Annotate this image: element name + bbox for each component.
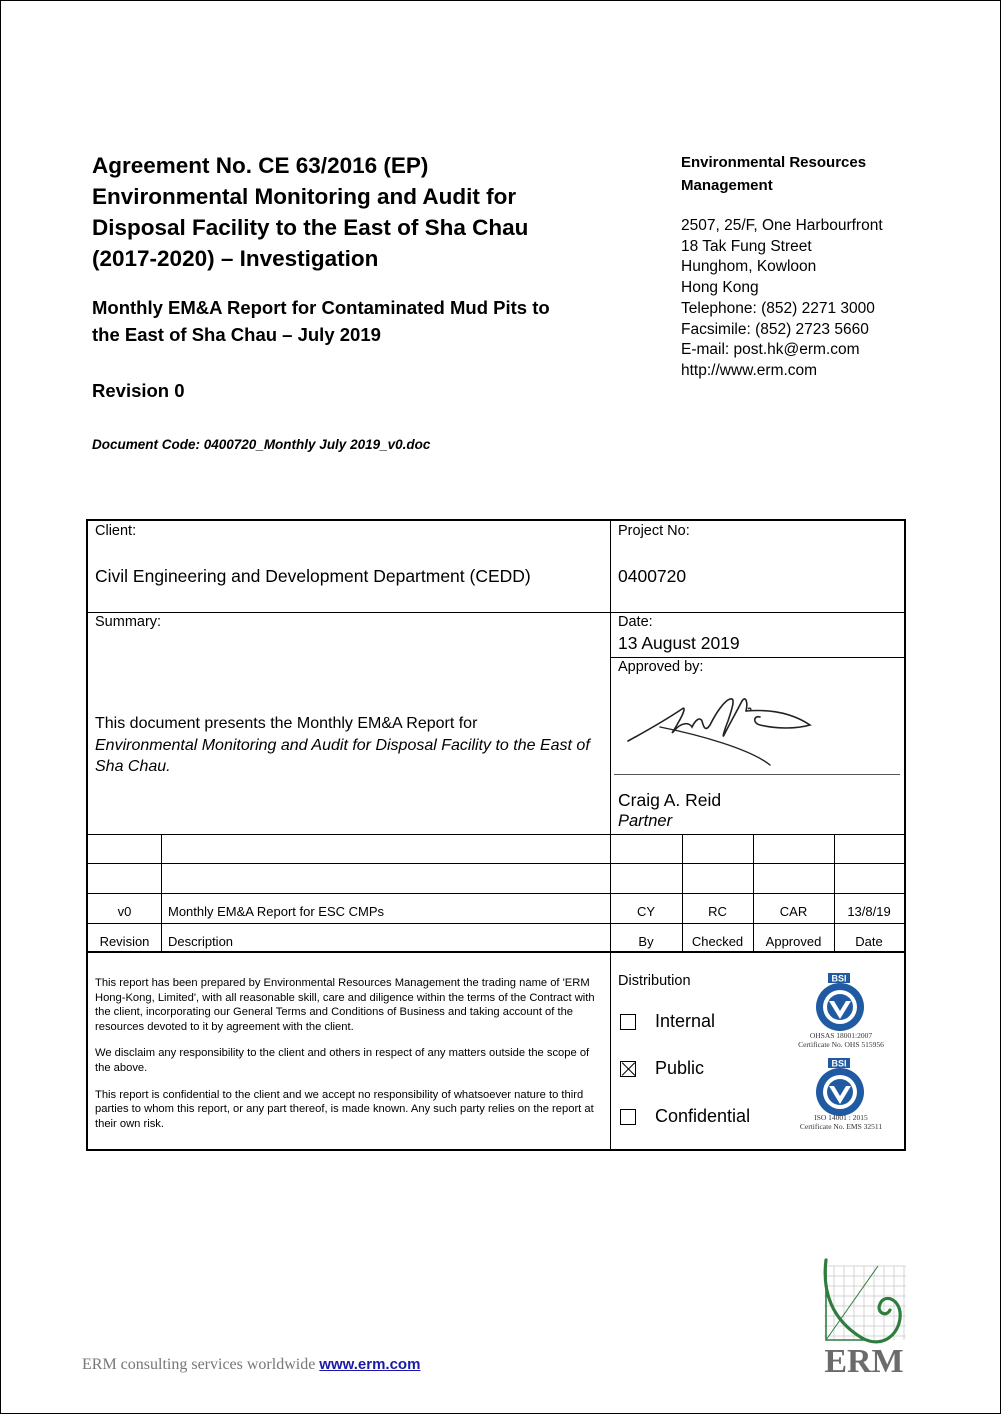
date-row-value: 13/8/19 [847, 904, 891, 919]
description-value: Monthly EM&A Report for ESC CMPs [168, 904, 385, 919]
company-name [681, 151, 921, 197]
title-line: Environmental Monitoring and Audit for [92, 184, 517, 209]
company-name-line: Management [681, 177, 773, 194]
approved-value: CAR [779, 904, 808, 919]
revision-label: Revision 0 [92, 380, 185, 401]
by-value: CY [636, 904, 656, 919]
document-control-table [86, 519, 906, 1151]
confidential-label: Confidential [655, 1106, 751, 1126]
disclaimer-paragraph: This report has been prepared by Environmental Resources Management the trading name of 'ERM Hong-Kong, Limited', with all reasonable skill, care and diligence within the terms of the Contract with the client, incorporating our General Terms and Conditions of Business and taking account of the resources devoted to it by agreement with the client. [95, 977, 595, 1033]
approver-name: Craig A. Reid [618, 790, 722, 810]
internal-checkbox[interactable] [620, 1014, 636, 1030]
disclaimer-paragraph: We disclaim any responsibility to the client and others in respect of any matters outside the scope of the above. [95, 1047, 590, 1074]
title-line: Disposal Facility to the East of Sha Chau [92, 215, 529, 240]
logo-text: ERM [824, 1343, 904, 1378]
by-header: By [638, 934, 654, 949]
report-title [92, 150, 652, 274]
date-header: Date [855, 934, 883, 949]
public-label: Public [655, 1058, 705, 1078]
cert2-line1: ISO 14001 : 2015 [814, 1113, 868, 1122]
summary-italic: Environmental Monitoring and Audit for Disposal Facility to the East of Sha Chau. [95, 736, 590, 775]
erm-logo-icon [818, 1256, 910, 1378]
address-line: 18 Tak Fung Street [681, 237, 812, 255]
bsi-iso-mark-icon [810, 1056, 870, 1118]
distribution-label: Distribution [618, 973, 691, 989]
revision-value: v0 [117, 904, 132, 919]
client-label: Client: [95, 523, 137, 539]
cert2-text [786, 1113, 896, 1131]
subtitle-line: Monthly EM&A Report for Contaminated Mud Pits to [92, 297, 550, 318]
bsi-ohsas-mark-icon [810, 971, 870, 1033]
summary-label: Summary: [95, 614, 162, 630]
address-line: Hunghom, Kowloon [681, 258, 817, 276]
document-code: Document Code: 0400720_Monthly July 2019_v0.doc [92, 437, 431, 452]
project-no-label: Project No: [618, 523, 690, 539]
public-checkbox[interactable] [620, 1061, 636, 1077]
cert2-line2: Certificate No. EMS 32511 [799, 1122, 883, 1131]
checked-value: RC [708, 904, 727, 919]
disclaimer-paragraph: This report is confidential to the client and we accept no responsibility of whatsoever nature to third parties to whom this report, or any part thereof, is made known. Any such party relies on the report at their own risk. [95, 1088, 594, 1130]
email[interactable]: E-mail: post.hk@erm.com [681, 341, 860, 359]
facsimile: Facsimile: (852) 2723 5660 [681, 320, 869, 338]
footer-link[interactable]: www.erm.com [319, 1356, 421, 1373]
report-subtitle [92, 294, 632, 348]
footer-text: ERM consulting services worldwide [82, 1356, 320, 1373]
disclaimer [95, 976, 607, 1143]
approved-header: Approved [765, 934, 822, 949]
signature [620, 679, 820, 769]
svg-text:BSI: BSI [831, 1058, 847, 1069]
internal-label: Internal [655, 1011, 716, 1031]
checked-header: Checked [691, 934, 744, 949]
company-address [681, 216, 941, 382]
summary-text [95, 713, 605, 778]
title-line: (2017-2020) – Investigation [92, 246, 379, 271]
cert1-line2: Certificate No. OHS 515956 [798, 1040, 884, 1049]
website[interactable]: http://www.erm.com [681, 361, 818, 379]
approved-by-label: Approved by: [618, 659, 704, 675]
approver-title: Partner [618, 812, 673, 830]
address-line: Hong Kong [681, 279, 759, 297]
confidential-checkbox[interactable] [620, 1109, 636, 1125]
date-label: Date: [618, 614, 653, 630]
cert1-text [786, 1031, 896, 1049]
summary-plain: This document presents the Monthly EM&A Report for [95, 715, 478, 732]
revision-header: Revision [99, 934, 150, 949]
company-name-line: Environmental Resources [681, 154, 867, 171]
client-value: Civil Engineering and Development Department (CEDD) [95, 566, 531, 586]
date-value: 13 August 2019 [618, 633, 740, 653]
address-line: 2507, 25/F, One Harbourfront [681, 217, 883, 234]
description-header: Description [168, 934, 234, 949]
project-no-value: 0400720 [618, 566, 687, 586]
footer [82, 1356, 420, 1374]
telephone: Telephone: (852) 2271 3000 [681, 299, 875, 317]
subtitle-line: the East of Sha Chau – July 2019 [92, 324, 381, 345]
title-line: Agreement No. CE 63/2016 (EP) [92, 153, 429, 178]
cert1-line1: OHSAS 18001:2007 [809, 1031, 873, 1040]
svg-text:BSI: BSI [831, 973, 847, 984]
